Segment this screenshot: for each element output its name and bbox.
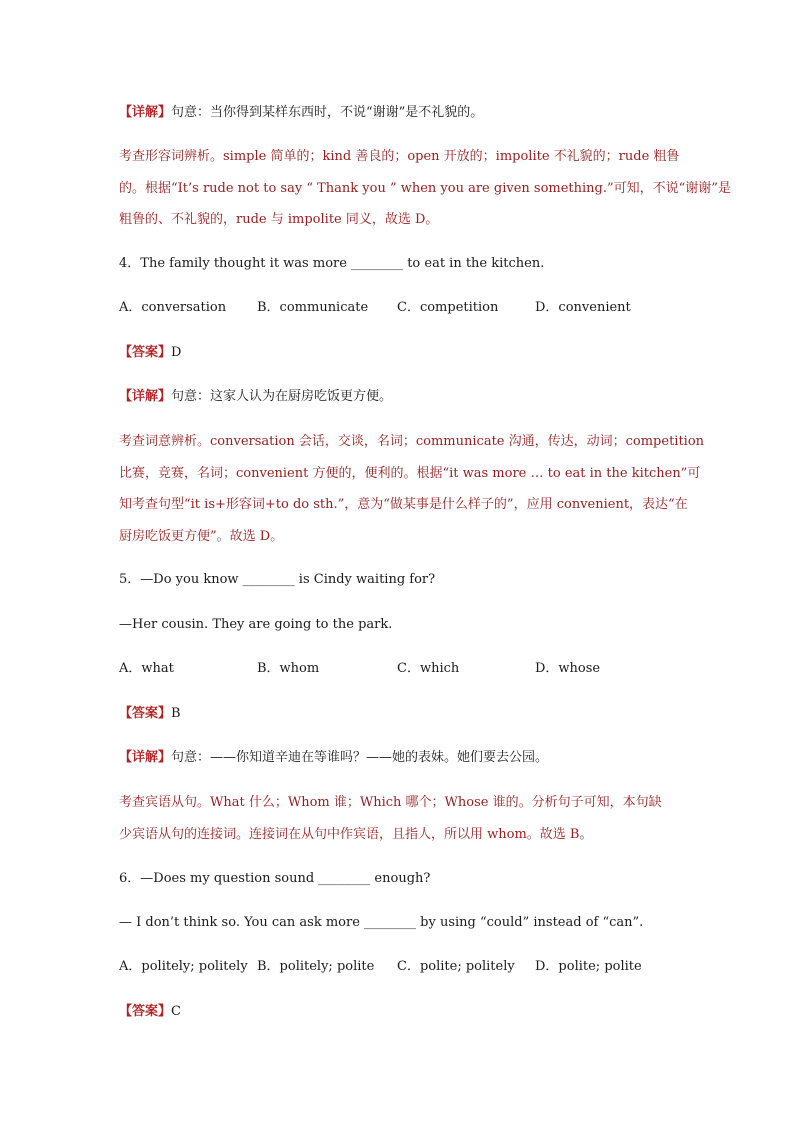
q4-option-b: B．communicate [257, 300, 369, 315]
analysis-line: 的。根据“It’s rude not to say “ Thank you ” when you are given something.”可知，不说“谢谢”是 [119, 180, 731, 196]
answer-tag: 【答案】 [119, 1004, 172, 1019]
analysis-line: 考查词意辨析。conversation 会话，交谈，名词；communicate 沟通，传达，动词；competition [119, 434, 705, 449]
q6-option-b: B．politely; polite [257, 959, 375, 974]
q3-analysis [119, 141, 731, 236]
detail-meaning: 句意：——你知道辛迪在等谁吗？——她的表妹。她们要去公园。 [171, 750, 549, 765]
analysis-line: 粗鲁的、不礼貌的，rude 与 impolite 同义，故选 D。 [119, 212, 439, 227]
analysis-line: 考查宾语从句。What 什么；Whom 谁；Which 哪个；Whose 谁的。分析句子可知，本句缺 [119, 795, 662, 810]
q6-option-a: A．politely; politely [119, 959, 248, 974]
q5-option-a: A．what [119, 661, 174, 676]
q4-stem: 4．The family thought it was more ________ to eat in the kitchen. [119, 256, 545, 271]
answer-tag: 【答案】 [119, 345, 172, 360]
q5-option-d: D．whose [535, 661, 601, 676]
analysis-line: 少宾语从句的连接词。连接词在从句中作宾语，且指人，所以用 whom。故选 B。 [119, 826, 593, 842]
q4-answer [119, 337, 679, 369]
q6-option-c: C．polite; politely [397, 959, 515, 974]
q4-analysis [119, 426, 705, 552]
q5-answer [119, 698, 679, 730]
q5-reply: —Her cousin. They are going to the park. [119, 617, 393, 632]
q5-option-b: B．whom [257, 661, 320, 676]
analysis-line: 知考查句型“it is+形容词+to do sth.”，意为“做某事是什么样子的”，应用 convenient，表达“在 [119, 497, 688, 512]
q6-answer [119, 996, 679, 1028]
q5-option-c: C．which [397, 661, 460, 676]
detail-tag: 【详解】 [119, 750, 172, 765]
detail-tag: 【详解】 [119, 389, 172, 404]
q5-detail [119, 742, 679, 774]
analysis-line: 考查形容词辨析。simple 简单的；kind 善良的；open 开放的；impolite 不礼貌的；rude 粗鲁 [119, 149, 680, 164]
q4-option-c: C．competition [397, 300, 499, 315]
answer-value: D [171, 345, 182, 360]
q3-detail [119, 97, 679, 129]
answer-value: B [171, 706, 181, 721]
q6-option-d: D．polite; polite [535, 959, 642, 974]
detail-tag: 【详解】 [119, 105, 172, 120]
answer-value: C [171, 1004, 181, 1019]
q4-option-a: A．conversation [119, 300, 227, 315]
q6-stem: 6．—Does my question sound ________ enough? [119, 871, 431, 886]
detail-meaning: 句意：这家人认为在厨房吃饭更方便。 [171, 389, 393, 404]
q4-detail [119, 381, 679, 413]
q4-option-d: D．convenient [535, 300, 631, 315]
q5-analysis [119, 787, 679, 850]
analysis-line: 比赛，竞赛，名词；convenient 方便的，便利的。根据“it was more … to eat in the kitchen”可 [119, 465, 701, 481]
q6-reply: — I don’t think so. You can ask more ________ by using “could” instead of “can”. [119, 915, 644, 930]
detail-meaning: 句意：当你得到某样东西时，不说“谢谢”是不礼貌的。 [171, 105, 484, 120]
answer-tag: 【答案】 [119, 706, 172, 721]
q5-stem: 5．—Do you know ________ is Cindy waiting for? [119, 572, 436, 587]
analysis-line: 厨房吃饭更方便”。故选 D。 [119, 528, 284, 544]
